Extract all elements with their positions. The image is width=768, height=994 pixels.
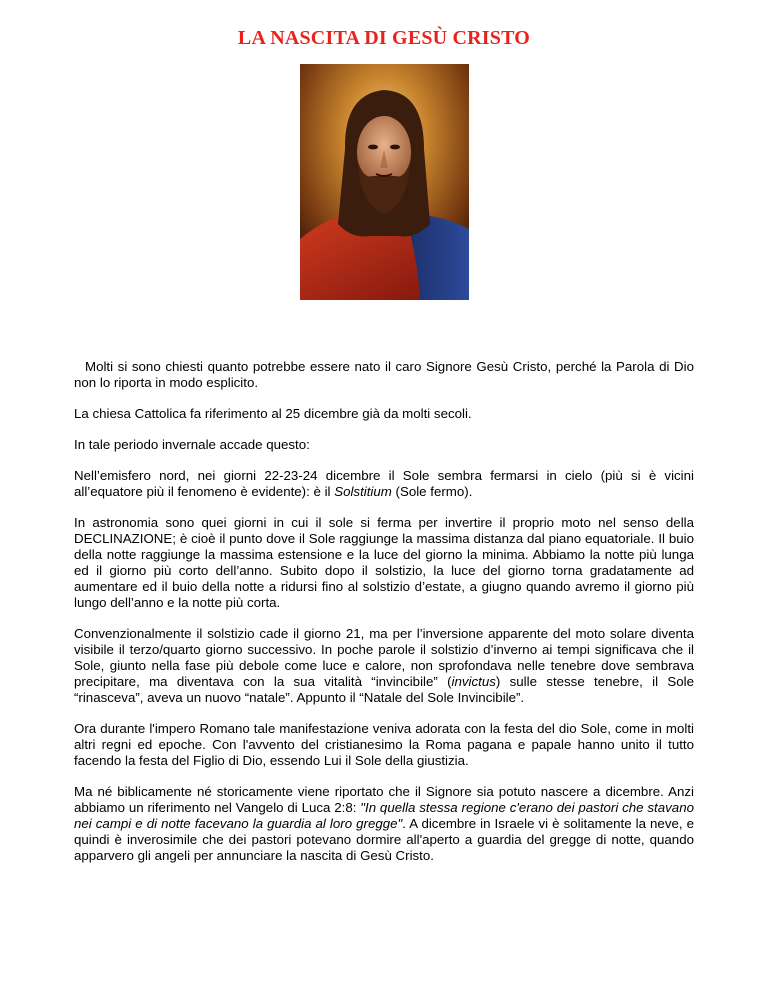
paragraph-text: Convenzionalmente il solstizio cade il giorno 21, ma per l’inversione apparente del moto solare diventa visibile il terzo/quarto giorno successivo. In poche parole il solstizio d’inverno ai tempi significava che il Sole, giunto nella fase più debole come luce e calore, non sprofondava nelle tenebre dove sembrava precipitare, ma diventava con la sua vitalità “invincibile” ( — [74, 626, 694, 689]
paragraph — [74, 468, 694, 500]
paragraph-text: . A dicembre in Israele vi è solitamente la neve, e quindi è inverosimile che dei pastori potevano dormire all'aperto a guardia del gregge di notte, quando apparvero gli angeli per annunciare la nascita di Gesù Cristo. — [74, 816, 694, 863]
paragraph-text: ) sulle stesse tenebre, il Sole “rinasceva”, aveva un nuovo “natale”. Appunto il “Natale del Sole Invincibile”. — [74, 674, 694, 705]
bible-quote: "In quella stessa regione c'erano dei pastori che stavano nei campi e di notte facevano la guardia al loro gregge" — [74, 800, 694, 831]
paragraph-text: (Sole fermo). — [391, 484, 473, 499]
document-page — [74, 0, 694, 879]
paragraph: Ora durante l'impero Romano tale manifestazione veniva adorata con la festa del dio Sole, come in molti altri regni ed epoche. Con l'avvento del cristianesimo la Roma pagana e papale hanno unito il tutto facendo la festa del Figlio di Dio, essendo Lui il Sole della giustizia. — [74, 721, 694, 768]
paragraph — [74, 784, 694, 864]
paragraph: La chiesa Cattolica fa riferimento al 25 dicembre già da molti secoli. — [74, 406, 472, 421]
paragraph-text: Ma né biblicamente né storicamente viene riportato che il Signore sia potuto nascere a dicembre. Anzi abbiamo un riferimento nel Vangelo di Luca 2:8: — [74, 784, 694, 815]
paragraph: In tale periodo invernale accade questo: — [74, 437, 310, 452]
paragraph-text: Nell’emisfero nord, nei giorni 22-23-24 dicembre il Sole sembra fermarsi in cielo (più si è vicini all’equatore più il fenomeno è evidente): è il — [74, 468, 694, 499]
italic-term: invictus — [451, 674, 496, 689]
paragraph: In astronomia sono quei giorni in cui il sole si ferma per invertire il proprio moto nel senso della DECLINAZIONE; è cioè il punto dove il Sole raggiunge la massima distanza dal piano equatoriale. Il buio della notte raggiunge la massima estensione e la luce del giorno la minima. Abbiamo la notte più lunga ed il giorno più corto dell’anno. Subito dopo il solstizio, la luce del giorno torna gradatamente ad aumentare ed il buio della notte a ridursi fino al solstizio d’estate, a giugno quando avremo il giorno più lungo dell’anno e la notte più corta. — [74, 515, 694, 610]
italic-term: Solstitium — [334, 484, 392, 499]
paragraph: Molti si sono chiesti quanto potrebbe essere nato il caro Signore Gesù Cristo, perché la Parola di Dio non lo riporta in modo esplicito. — [74, 359, 694, 390]
jesus-portrait — [300, 64, 469, 300]
portrait-image — [300, 64, 469, 300]
paragraph — [74, 626, 694, 706]
article-body — [74, 359, 694, 864]
document-title: LA NASCITA DI GESÙ CRISTO — [237, 27, 531, 49]
